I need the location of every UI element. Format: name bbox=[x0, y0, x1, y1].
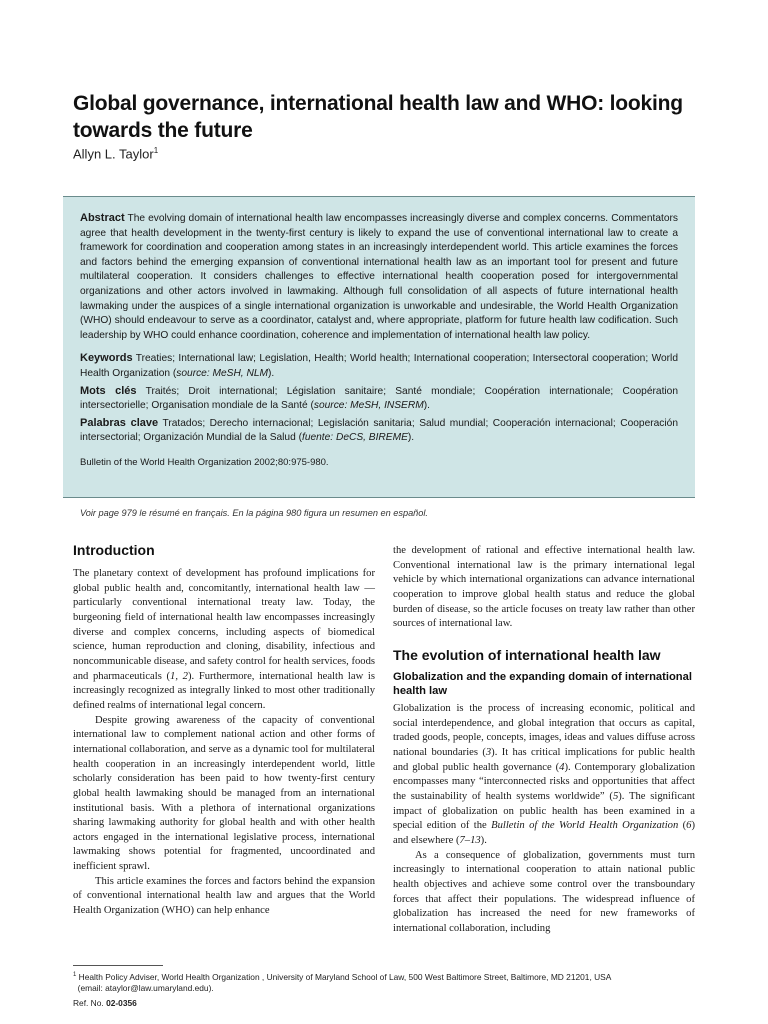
introduction-body bbox=[73, 567, 375, 919]
ref-number: 02-0356 bbox=[106, 998, 137, 1008]
evo-p1-f: ) and elsewhere ( bbox=[393, 820, 695, 846]
reference-number bbox=[73, 998, 137, 1008]
evolution-heading: The evolution of international health law bbox=[393, 647, 661, 663]
evo-p1-g: ). bbox=[480, 834, 487, 846]
author-name: Allyn L. Taylor bbox=[73, 146, 154, 162]
intro-paragraph-2: Despite growing awareness of the capacity of conventional international law to complement national action and other forms of international collaboration, and serve as a dynamic tool for multilateral health cooperation in an increasingly interdependent world, little scholarly consideration has been paid to how twenty-first century global health lawmaking should be managed from an international institutional basis. With a plethora of international organizations sharing lawmaking authority for global health and with other health actors engaged in the international legislative process, international lawmaking shows potential for fragmented, uncoordinated and inefficient sprawl. bbox=[73, 714, 375, 873]
introduction-continuation bbox=[393, 544, 695, 632]
author-line bbox=[73, 146, 158, 161]
article-title: Global governance, international health law and WHO: looking towards the future bbox=[73, 92, 683, 142]
evo-p1-a: Globalization is the process of increasing economic, political and social interdependence, and global integration that occurs as capital, traded goods, people, concepts, images, ideas and values diffuse across national boundaries ( bbox=[393, 703, 695, 758]
evo-p1-d: ). The significant impact of globalization on public health has been examined in a special edition of the bbox=[393, 790, 695, 832]
keywords-en-label: Keywords bbox=[80, 352, 133, 365]
keywords-es-source: fuente: DeCS, BIREME bbox=[301, 432, 408, 444]
evo-ref-7-13[interactable]: 7–13 bbox=[459, 834, 481, 846]
keywords-fr-source: source: MeSH, INSERM bbox=[313, 400, 424, 412]
introduction-heading: Introduction bbox=[73, 542, 155, 558]
evo-journal-name: Bulletin of the World Health Organization bbox=[491, 820, 679, 832]
keywords-es-close: ). bbox=[407, 432, 415, 444]
evolution-paragraph-1 bbox=[393, 702, 695, 849]
intro-paragraph-3: This article examines the forces and factors behind the expansion of conventional international health law and argues that the World Health Organization (WHO) can help enhance bbox=[73, 875, 375, 917]
evo-ref-6[interactable]: 6 bbox=[686, 820, 692, 832]
keywords-en-close: ). bbox=[267, 367, 275, 379]
evo-p1-b: ). It has critical implications for public health and global public health governance ( bbox=[393, 746, 695, 773]
keywords-en-source: source: MeSH, NLM bbox=[176, 367, 268, 379]
keywords-block bbox=[80, 351, 678, 446]
keywords-es bbox=[80, 416, 678, 446]
evo-ref-3[interactable]: 3 bbox=[485, 746, 492, 758]
ref-label: Ref. No. bbox=[73, 998, 104, 1008]
abstract-text: The evolving domain of international health law encompasses increasingly diverse and complex concerns. Commentators agree that health development in the twenty-first century is likely to expand the use of conventional international law to create a framework for coordination and cooperation among states in an increasingly interdependent world. This article examines the forces and factors behind the emerging expansion of conventional international health law as an important tool for present and future multilateral cooperation. It considers challenges to effective international health cooperation posed for intergovernmental organizations and other actors involved in lawmaking. Although full consolidation of all aspects of future international health lawmaking under the auspices of a single international organization is unworkable and undesirable, the World Health Organization (WHO) should endeavour to serve as a coordinator, catalyst and, where appropriate, platform for future health law codification. Such leadership by WHO could enhance coordination, coherence and implementation of international health law policy. bbox=[80, 213, 678, 341]
evo-ref-5[interactable]: 5 bbox=[612, 790, 619, 802]
intro-p1-text: The planetary context of development has profound implications for global public health and, concomitantly, international health law — particularly conventional international treaty law. Today, the burgeoning field of international health law encompasses increasingly diverse and complex concerns, including aspects of biomedical science, human reproduction and cloning, disability, infectious and noncommunicable disease, and safety control for health services, foods and pharmaceuticals ( bbox=[73, 568, 375, 682]
evo-p1-c: ). Contemporary globalization encompasses many “interconnected risks and opportunities that affect the sustainability of health systems worldwide” ( bbox=[393, 761, 695, 802]
citation-line: Bulletin of the World Health Organization 2002;80:975-980. bbox=[80, 456, 329, 468]
keywords-en bbox=[80, 351, 678, 381]
author-footnote bbox=[73, 970, 713, 994]
evolution-body bbox=[393, 702, 695, 937]
abstract-paragraph bbox=[80, 211, 678, 343]
footnote-text: Health Policy Adviser, World Health Organization , University of Maryland School of Law, 500 West Baltimore Street, Baltimore, MD 21201, USA bbox=[78, 971, 612, 982]
abstract-label: Abstract bbox=[80, 212, 125, 224]
keywords-fr-text: Traités; Droit international; Législation sanitaire; Santé mondiale; Coopération internationale; Coopération intersectorielle; Organisation mondiale de la Santé ( bbox=[80, 385, 678, 412]
intro-p1-ref[interactable]: 1, 2 bbox=[170, 670, 188, 682]
evo-p1-e: ( bbox=[678, 820, 687, 832]
keywords-fr-close: ). bbox=[423, 400, 430, 412]
footnote-divider bbox=[73, 965, 163, 966]
keywords-es-text: Tratados; Derecho internacional; Legislación sanitaria; Salud mundial; Cooperación internacional; Cooperación intersectorial; Organización Mundial de la Salud ( bbox=[80, 417, 678, 444]
language-crossref: Voir page 979 le résumé en français. En la página 980 figura un resumen en español. bbox=[80, 508, 428, 518]
keywords-fr-label: Mots clés bbox=[80, 384, 137, 397]
keywords-en-text: Treaties; International law; Legislation, Health; World health; International cooperation; Intersectoral cooperation; World Health Organization ( bbox=[80, 353, 678, 379]
abstract-box bbox=[63, 196, 695, 498]
globalization-subheading: Globalization and the expanding domain of international health law bbox=[393, 671, 692, 697]
keywords-fr bbox=[80, 384, 678, 414]
evo-ref-4[interactable]: 4 bbox=[559, 761, 565, 773]
keywords-es-label: Palabras clave bbox=[80, 416, 159, 429]
footnote-mark: 1 bbox=[73, 972, 77, 978]
evolution-paragraph-2: As a consequence of globalization, governments must turn increasingly to international cooperation to attain national public health objectives and achieve some control over the transboundary forces that affect their populations. The widespread influence of globalization has increased the need for new frameworks of international collaboration, including bbox=[393, 849, 695, 934]
author-footnote-mark: 1 bbox=[153, 146, 159, 155]
footnote-email[interactable]: (email: ataylor@law.umaryland.edu). bbox=[77, 982, 214, 993]
intro-p1-text-end: ). Furthermore, international health law is increasingly recognized as integrally linked to most other traditionally defined realms of international legal concern. bbox=[73, 670, 375, 711]
intro-paragraph-1 bbox=[73, 567, 375, 714]
intro-paragraph-3-cont: the development of rational and effective international health law. Conventional international law is the primary international legal vehicle by which international organizations can advance international cooperation to improve global health status and reduce the global burden of disease, so the article focuses on treaty law rather than other sources of international law. bbox=[393, 545, 695, 630]
